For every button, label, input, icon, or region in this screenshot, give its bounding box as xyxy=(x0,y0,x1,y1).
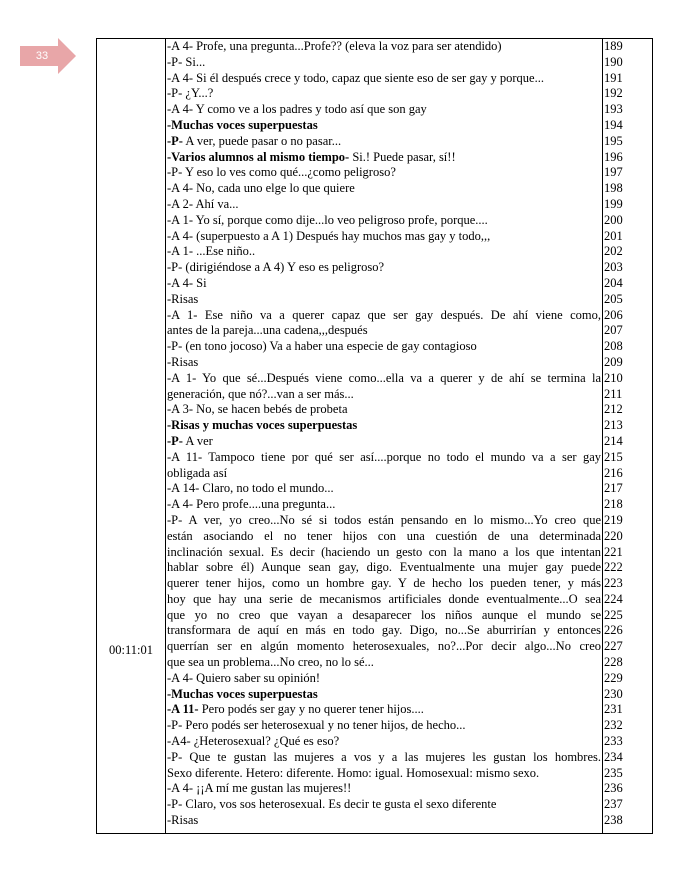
transcript-row xyxy=(97,434,652,450)
line-number: 200 xyxy=(604,212,623,227)
line-number: 237 xyxy=(604,797,623,812)
line-number: 214 xyxy=(604,433,623,448)
page-number: 33 xyxy=(35,50,49,62)
transcript-line-text: -A 4- (superpuesto a A 1) Después hay muchos mas gay y todo,,, xyxy=(167,228,491,243)
transcript-row xyxy=(97,718,652,734)
transcript-line-text: generación, que nó?...van a ser más... xyxy=(167,386,354,401)
transcript-row xyxy=(97,197,652,213)
line-number: 220 xyxy=(604,528,623,543)
transcript-row xyxy=(97,260,652,276)
transcript-row xyxy=(97,450,652,466)
transcript-row xyxy=(97,813,652,829)
transcript-row xyxy=(97,639,652,655)
speaker-label: -P- xyxy=(167,433,183,448)
transcript-line-text: -A 4- Profe, una pregunta...Profe?? (eleva la voz para ser atendido) xyxy=(167,39,502,53)
transcript-row xyxy=(97,276,652,292)
transcript-row xyxy=(97,529,652,545)
line-number: 224 xyxy=(604,591,623,606)
transcript-row xyxy=(97,781,652,797)
line-number: 223 xyxy=(604,576,623,591)
bold-line: -Muchas voces superpuestas xyxy=(167,117,318,132)
transcript-row xyxy=(97,655,652,671)
transcript-line-text: que yo no creo que vayan a desaparecer los niños aunque el mundo se xyxy=(167,607,601,622)
line-number: 197 xyxy=(604,165,623,180)
transcript-line-text: -Risas xyxy=(167,354,199,369)
transcript-lines xyxy=(97,39,652,829)
transcript-line-text: -A 1- ...Ese niño.. xyxy=(167,244,256,259)
line-number: 211 xyxy=(604,386,623,401)
transcript-row xyxy=(97,71,652,87)
transcript-row xyxy=(97,339,652,355)
line-rest: A ver xyxy=(182,433,213,448)
speaker-label: -Varios alumnos al mismo tiempo- xyxy=(167,149,350,164)
line-number: 205 xyxy=(604,291,623,306)
line-number: 193 xyxy=(604,102,623,117)
line-number: 202 xyxy=(604,244,623,259)
line-number: 212 xyxy=(604,402,623,417)
line-number: 233 xyxy=(604,734,623,749)
transcript-row xyxy=(97,513,652,529)
transcript-row xyxy=(97,592,652,608)
transcript-line-text: -A 1- Yo sí, porque como dije...lo veo peligroso profe, porque.... xyxy=(167,212,488,227)
bold-line: -Risas y muchas voces superpuestas xyxy=(167,418,358,433)
transcript-line-text: -P- (en tono jocoso) Va a haber una especie de gay contagioso xyxy=(167,339,477,354)
line-number: 209 xyxy=(604,354,623,369)
line-number: 204 xyxy=(604,275,623,290)
line-number: 230 xyxy=(604,686,623,701)
transcript-row xyxy=(97,687,652,703)
line-number: 234 xyxy=(604,749,623,764)
transcript-line-text: -A 4- Si él después crece y todo, capaz que siente eso de ser gay y porque... xyxy=(167,70,544,85)
line-number: 207 xyxy=(604,323,623,338)
line-rest: Si.! Puede pasar, sí!! xyxy=(349,149,456,164)
transcript-row xyxy=(97,497,652,513)
transcript-line-text: -A 1- Yo que sé...Después viene como...ella va a querer y de ahí se termina la xyxy=(167,370,601,385)
transcript-row xyxy=(97,55,652,71)
transcript-row xyxy=(97,402,652,418)
transcript-line-text: -P- A ver, yo creo...No sé si todos están pensando en lo mismo...Yo creo que xyxy=(167,512,601,527)
line-number: 231 xyxy=(604,702,623,717)
line-number: 203 xyxy=(604,260,623,275)
transcript-line-text xyxy=(167,702,601,718)
line-number: 216 xyxy=(604,465,623,480)
transcript-row xyxy=(97,102,652,118)
line-number: 218 xyxy=(604,497,623,512)
transcript-line-text: -A 2- Ahí va... xyxy=(167,196,239,211)
page-number-marker xyxy=(20,38,76,74)
transcript-row xyxy=(97,466,652,482)
line-number: 225 xyxy=(604,607,623,622)
transcript-line-text: querrían ser en algún momento heterosexuales, no?...Por decir algo...No creo xyxy=(167,639,601,654)
line-number: 217 xyxy=(604,481,623,496)
transcript-row xyxy=(97,308,652,324)
transcript-row xyxy=(97,766,652,782)
transcript-line-text: están asociando el no tener hijos con una cuestión de una determinada xyxy=(167,528,601,543)
line-number: 228 xyxy=(604,655,623,670)
transcript-line-text: antes de la pareja...una cadena,,,después xyxy=(167,323,368,338)
transcript-row xyxy=(97,165,652,181)
line-number: 198 xyxy=(604,181,623,196)
line-number: 213 xyxy=(604,418,623,433)
line-number: 222 xyxy=(604,560,623,575)
line-number: 236 xyxy=(604,781,623,796)
transcript-row xyxy=(97,371,652,387)
transcript-row xyxy=(97,623,652,639)
line-number: 189 xyxy=(604,39,623,53)
transcript-row xyxy=(97,134,652,150)
transcript-row xyxy=(97,797,652,813)
line-number: 226 xyxy=(604,623,623,638)
transcript-line-text: -P- Y eso lo ves como qué...¿como peligroso? xyxy=(167,165,396,180)
line-number: 219 xyxy=(604,512,623,527)
transcript-line-text: hoy que hay una serie de mecanismos artificiales donde eventualmente...O sea xyxy=(167,591,601,606)
transcript-line-text: -A 3- No, se hacen bebés de probeta xyxy=(167,402,348,417)
transcript-row xyxy=(97,86,652,102)
timestamp-cell: 00:11:01 xyxy=(109,643,153,657)
transcript-line-text: que sea un problema...No creo, no lo sé... xyxy=(167,655,374,670)
transcript-line-text: -P- Claro, vos sos heterosexual. Es decir te gusta el sexo diferente xyxy=(167,797,497,812)
transcript-line-text xyxy=(167,418,601,434)
transcript-row xyxy=(97,560,652,576)
transcript-row xyxy=(97,702,652,718)
transcript-line-text: -A 4- ¡¡A mí me gustan las mujeres!! xyxy=(167,781,352,796)
transcript-line-text: hablar sobre él) Aunque sean gay, digo. Eventualmente una mujer gay puede xyxy=(167,560,601,575)
transcript-row xyxy=(97,292,652,308)
transcript-line-text: -A 4- No, cada uno elge lo que quiere xyxy=(167,181,355,196)
transcript-line-text: -P- Que te gustan las mujeres a vos y a las mujeres les gustan los hombres. xyxy=(167,749,601,764)
transcript-line-text: -P- Si... xyxy=(167,54,206,69)
line-rest: A ver, puede pasar o no pasar... xyxy=(182,133,342,148)
transcript-row xyxy=(97,244,652,260)
transcript-row xyxy=(97,181,652,197)
transcript-line-text: -P- ¿Y...? xyxy=(167,86,214,101)
line-number: 191 xyxy=(604,70,623,85)
transcript-row xyxy=(97,387,652,403)
speaker-label: -P- xyxy=(167,133,183,148)
transcript-line-text: querer tener hijos, como un hombre gay. Y de hecho los pueden tener, y más xyxy=(167,576,601,591)
line-number: 238 xyxy=(604,813,623,828)
line-number: 208 xyxy=(604,339,623,354)
transcript-line-text xyxy=(167,687,601,703)
transcript-line-text: -A 4- Y como ve a los padres y todo así que son gay xyxy=(167,102,427,117)
line-number: 190 xyxy=(604,54,623,69)
transcript-row xyxy=(97,481,652,497)
transcript-line-text: -A 1- Ese niño va a querer capaz que ser gay después. De ahí viene como, xyxy=(167,307,601,322)
transcript-line-text xyxy=(167,134,601,150)
transcript-row xyxy=(97,118,652,134)
line-number: 194 xyxy=(604,117,623,132)
line-number: 232 xyxy=(604,718,623,733)
transcript-line-text: -A 14- Claro, no todo el mundo... xyxy=(167,481,334,496)
transcript-line-text: inclinación sexual. Es decir (haciendo un gesto con la mano a los que intentan xyxy=(167,544,601,559)
line-number: 229 xyxy=(604,670,623,685)
transcript-line-text: Sexo diferente. Hetero: diferente. Homo: igual. Homosexual: mismo sexo. xyxy=(167,765,540,780)
transcript-line-text: -Risas xyxy=(167,291,199,306)
transcript-line-text: -A 4- Pero profe....una pregunta... xyxy=(167,497,336,512)
speaker-label: -A 11- xyxy=(167,702,199,717)
transcript-row xyxy=(97,213,652,229)
transcript-line-text xyxy=(167,118,601,134)
line-number: 192 xyxy=(604,86,623,101)
line-number: 199 xyxy=(604,196,623,211)
bold-line: -Muchas voces superpuestas xyxy=(167,686,318,701)
transcript-line-text: -A 11- Tampoco tiene por qué ser así....porque no todo el mundo va a ser gay xyxy=(167,449,601,464)
transcript-row xyxy=(97,734,652,750)
line-number: 206 xyxy=(604,307,623,322)
transcript-line-text: -P- Pero podés ser heterosexual y no tener hijos, de hecho... xyxy=(167,718,466,733)
transcript-row xyxy=(97,576,652,592)
transcript-row xyxy=(97,229,652,245)
transcript-line-text: -P- (dirigiéndose a A 4) Y eso es peligroso? xyxy=(167,260,385,275)
line-number: 201 xyxy=(604,228,623,243)
line-number: 227 xyxy=(604,639,623,654)
line-number: 221 xyxy=(604,544,623,559)
line-number: 195 xyxy=(604,133,623,148)
transcript-line-text: -A 4- Si xyxy=(167,275,207,290)
transcript-row xyxy=(97,418,652,434)
transcript-row xyxy=(97,750,652,766)
transcript-line-text: transformara de aquí en más en todo gay. Digo, no...Se aburrirían y entonces xyxy=(167,623,601,638)
transcript-line-text: -A 4- Quiero saber su opinión! xyxy=(167,670,321,685)
line-number: 210 xyxy=(604,370,623,385)
transcript-row xyxy=(97,150,652,166)
transcript-row xyxy=(97,355,652,371)
transcript-table xyxy=(96,38,653,834)
transcript-line-text xyxy=(167,434,601,450)
transcript-line-text xyxy=(167,150,601,166)
transcript-row xyxy=(97,39,652,55)
line-number: 196 xyxy=(604,149,623,164)
transcript-row xyxy=(97,323,652,339)
line-number: 215 xyxy=(604,449,623,464)
transcript-row xyxy=(97,671,652,687)
transcript-row xyxy=(97,545,652,561)
transcript-line-text: -Risas xyxy=(167,813,199,828)
transcript-line-text: obligada así xyxy=(167,465,228,480)
transcript-line-text: -A4- ¿Heterosexual? ¿Qué es eso? xyxy=(167,734,340,749)
line-rest: Pero podés ser gay y no querer tener hijos.... xyxy=(198,702,424,717)
line-number: 235 xyxy=(604,765,623,780)
transcript-row xyxy=(97,608,652,624)
